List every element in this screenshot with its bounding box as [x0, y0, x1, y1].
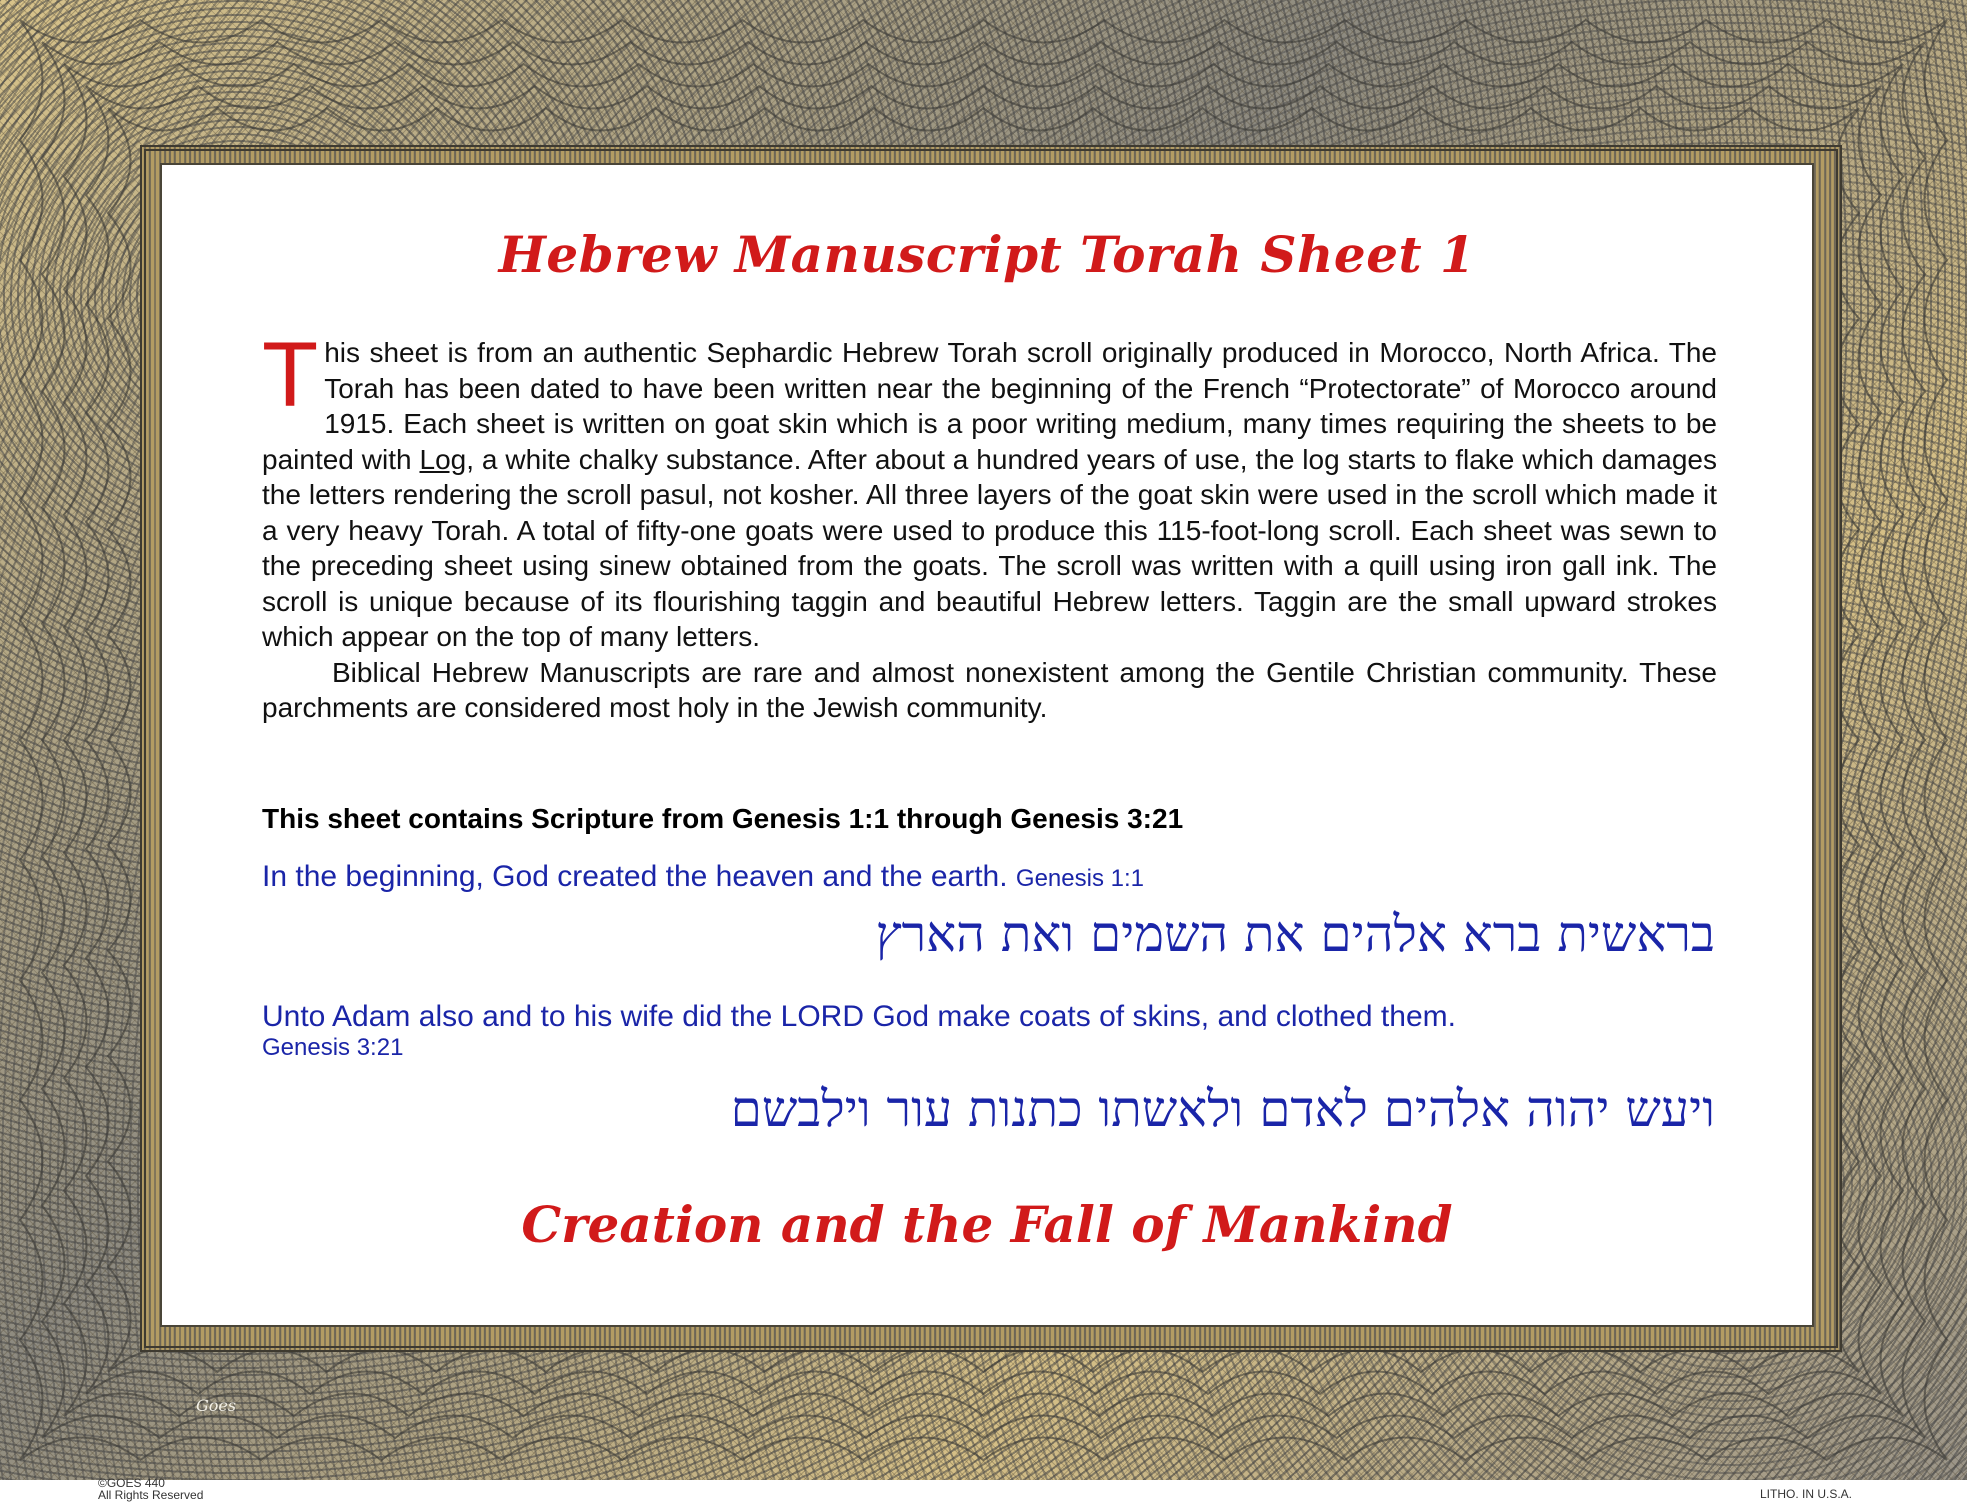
paragraph-one-part-b: , a white chalky substance. After about a hundred years of use, the log starts to flake which damages the letters rendering the scroll pasul, not kosher. All three layers of the goat skin were used in the scroll which made it a very heavy Torah. A total of fifty-one goats were used to produce this 115-foot-long scroll. Each sheet was sewn to the preceding sheet using sinew obtained from the goats. The scroll was written with a quill using iron gall ink. The scroll is unique because of its flourishing taggin and beautiful Hebrew letters. Taggin are the small upward strokes which appear on the top of many letters.: [262, 443, 1717, 652]
scallop-wave: [20, 20, 1947, 43]
description-text: [262, 324, 1717, 726]
scallop-wave: [1903, 42, 1926, 1438]
log-term: Log: [419, 443, 467, 475]
printing-note: LITHO. IN U.S.A.: [1760, 1487, 1853, 1501]
scallop-wave: [1925, 20, 1948, 1460]
rights-line: All Rights Reserved: [98, 1488, 204, 1502]
verse-one-reference: Genesis 1:1: [1015, 865, 1144, 892]
copyright-line: ©GOES 440: [98, 1476, 165, 1490]
scallop-wave: [108, 108, 1859, 131]
scallop-wave: [86, 86, 1881, 109]
scallop-wave: [108, 1350, 1859, 1373]
verse-one-hebrew: בראשית ברא אלהים את השמים ואת הארץ: [875, 905, 1715, 963]
verse-two-hebrew: ויעש יהוה אלהים לאדם ולאשתו כתנות עור וילבשם: [730, 1080, 1715, 1138]
verse-two-text: Unto Adam also and to his wife did the LORD God make coats of skins, and clothed them.: [262, 1000, 1456, 1033]
paragraph-one: [262, 324, 1717, 655]
scallop-wave: [64, 64, 1903, 87]
verse-one-text: In the beginning, God created the heaven and the earth.: [262, 860, 1008, 893]
verse-two-reference: Genesis 3:21: [262, 1034, 404, 1061]
scallop-wave: [20, 1438, 1947, 1461]
paragraph-two: Biblical Hebrew Manuscripts are rare and almost nonexistent among the Gentile Christian community. These parchments are considered most holy in the Jewish community.: [262, 656, 1717, 723]
scallop-wave: [42, 42, 65, 1438]
verse-one-english: [262, 860, 1144, 894]
scallop-wave: [42, 42, 1925, 65]
subtitle: Creation and the Fall of Mankind: [521, 1195, 1453, 1254]
certificate-paper: [160, 163, 1814, 1327]
scallop-wave: [20, 20, 43, 1460]
scallop-wave: [42, 1416, 1925, 1439]
verse-two-english: [262, 1000, 1722, 1062]
copyright-footer: [98, 1477, 203, 1501]
scripture-range-note: This sheet contains Scripture from Genesis 1:1 through Genesis 3:21: [262, 803, 1184, 834]
scallop-wave: [64, 64, 87, 1416]
scallop-wave: [64, 1394, 1903, 1417]
scallop-wave: [1881, 64, 1904, 1416]
scallop-wave: [108, 108, 131, 1372]
engraver-signature: Goes: [196, 1396, 237, 1415]
scallop-wave: [86, 1372, 1881, 1395]
scallop-wave: [1859, 86, 1882, 1394]
scallop-wave: [86, 86, 109, 1394]
drop-cap: T: [262, 324, 319, 426]
page-title: Hebrew Manuscript Torah Sheet 1: [498, 225, 1476, 284]
paragraph-one-part-a: his sheet is from an authentic Sephardic Hebrew Torah scroll originally produced in Morocco, North Africa. The Torah has been dated to have been written near the beginning of the French “Protectorate” of Morocco around 1915. Each sheet is written on goat skin which is a poor writing medium, many times requiring the sheets to be painted with: [262, 337, 1717, 475]
